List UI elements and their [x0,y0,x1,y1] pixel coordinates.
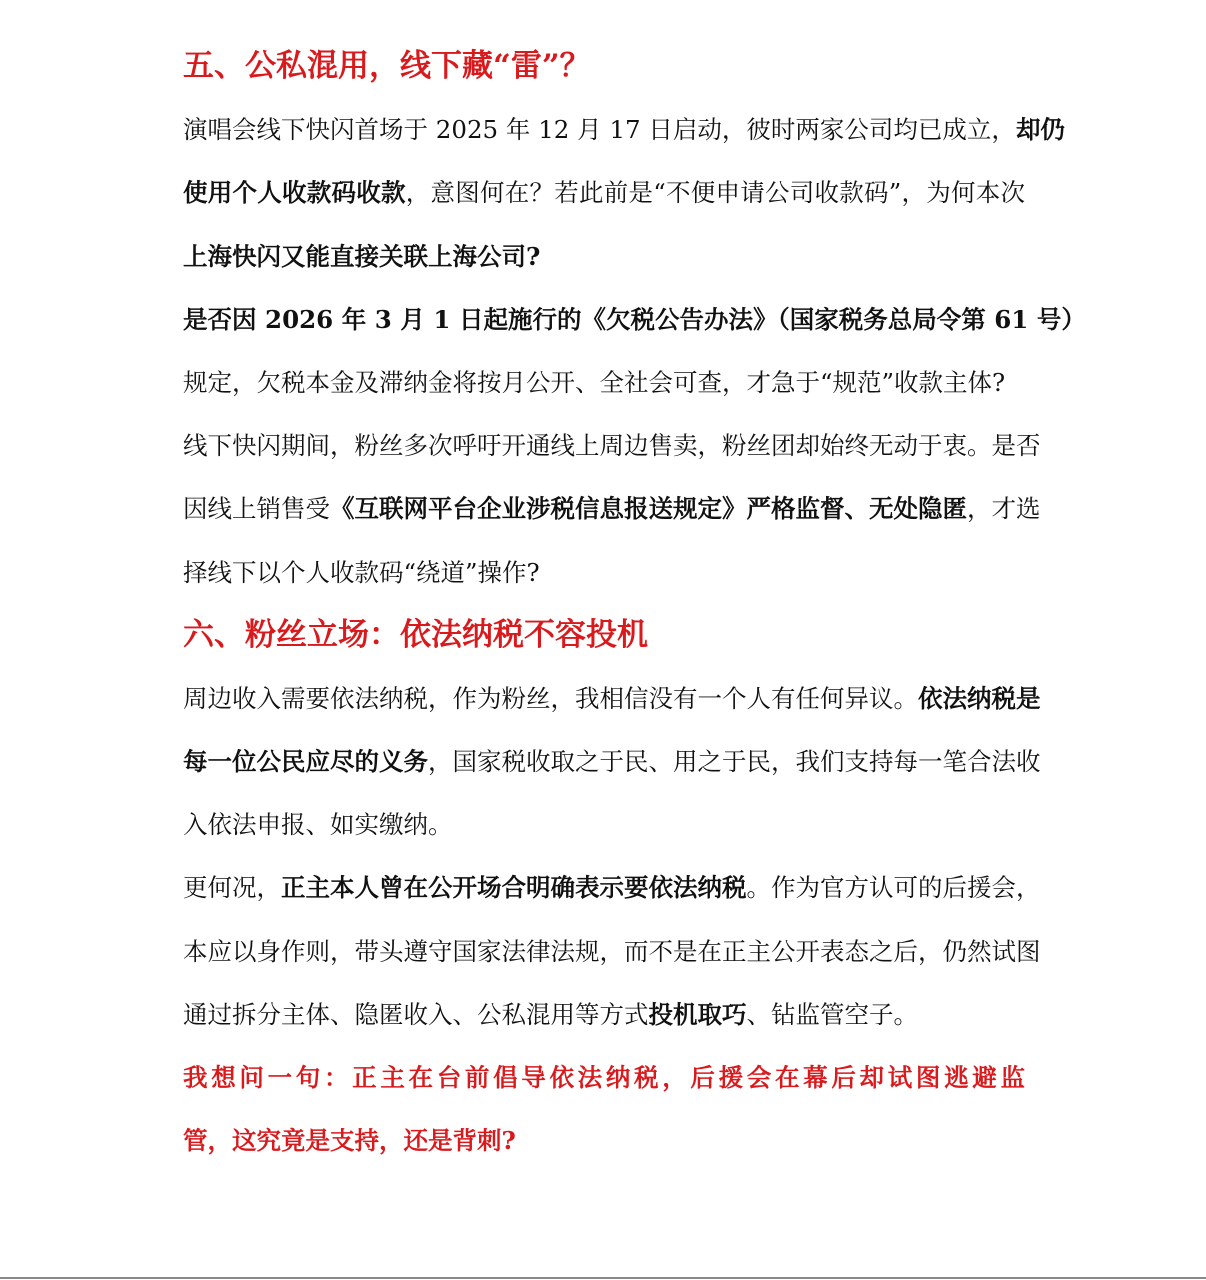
text: ，才选 [967,494,1041,524]
bold-text: 投机取巧 [648,999,747,1029]
bottom-divider [0,1277,1206,1279]
text: 通过拆分主体、隐匿收入、公私混用等方式 [183,999,649,1029]
text-line [183,225,1025,288]
bold-text: 是否因 2026 年 3 月 1 日起施行的《欠税公告办法》（国家税务总局令第 61 号） [183,304,1086,334]
bold-text: 六、粉丝立场：依法纳税不容投机 [183,616,648,653]
text-line [183,920,1041,983]
paragraph [183,856,1041,1046]
text-line [183,730,1041,793]
text: 因线上销售受 [183,494,330,524]
text-line [183,1046,1025,1109]
text-line [183,667,1041,730]
bold-text: 我想问一句：正主在台前倡导依法纳税，后援会在幕后却试图逃避监 [183,1063,1025,1092]
text: ，意图何在？若此前是“不便申请公司收款码”，为何本次 [405,178,1025,208]
text: 规定，欠税本金及滞纳金将按月公开、全社会可查，才急于“规范”收款主体? [183,367,1006,397]
paragraph [183,1046,1025,1172]
section-heading [183,35,1025,98]
text-line [183,35,1025,98]
paragraph [183,98,1065,288]
bold-text: 依法纳税是 [918,683,1041,713]
text: 周边收入需要依法纳税，作为粉丝，我相信没有一个人有任何异议。 [183,683,918,713]
text-line [183,351,1025,414]
text-line [183,983,1025,1046]
text-line [183,161,1025,224]
paragraph [183,414,1041,604]
text: 更何况， [183,873,281,903]
paragraph [183,288,1086,414]
text: 入依法申报、如实缴纳。 [183,810,453,840]
section-heading [183,604,1025,667]
text: 择线下以个人收款码“绕道”操作? [183,557,540,587]
text: 演唱会线下快闪首场于 2025 年 12 月 17 日启动，彼时两家公司均已成立， [183,115,1016,145]
text: 、钻监管空子。 [746,999,918,1029]
text-line [183,477,1041,540]
text: 本应以身作则，带头遵守国家法律法规，而不是在正主公开表态之后，仍然试图 [183,936,1041,966]
bold-text: 管，这究竟是支持，还是背刺? [183,1126,516,1156]
text-line [183,414,1041,477]
text: 线下快闪期间，粉丝多次呼吁开通线上周边售卖，粉丝团却始终无动于衷。是否 [183,431,1041,461]
text-line [183,288,1086,351]
bold-text: 《互联网平台企业涉税信息报送规定》严格监督、无处隐匿 [330,494,967,524]
bold-text: 上海快闪又能直接关联上海公司? [183,241,541,271]
text: 。作为官方认可的后援会， [746,873,1041,903]
bold-text: 正主本人曾在公开场合明确表示要依法纳税 [281,873,747,903]
text-line [183,98,1065,161]
document-body [183,35,1086,1172]
paragraph [183,667,1041,857]
bold-text: 却仍 [1015,115,1065,145]
text: ，国家税收取之于民、用之于民，我们支持每一笔合法收 [428,747,1041,777]
text-line [183,856,1041,919]
text-line [183,793,1025,856]
bold-text: 使用个人收款码收款 [183,178,406,208]
text-line [183,1109,1025,1172]
bold-text: 每一位公民应尽的义务 [183,747,428,777]
text-line [183,541,1025,604]
text-line [183,604,1025,667]
bold-text: 五、公私混用，线下藏“雷”？ [183,48,591,84]
